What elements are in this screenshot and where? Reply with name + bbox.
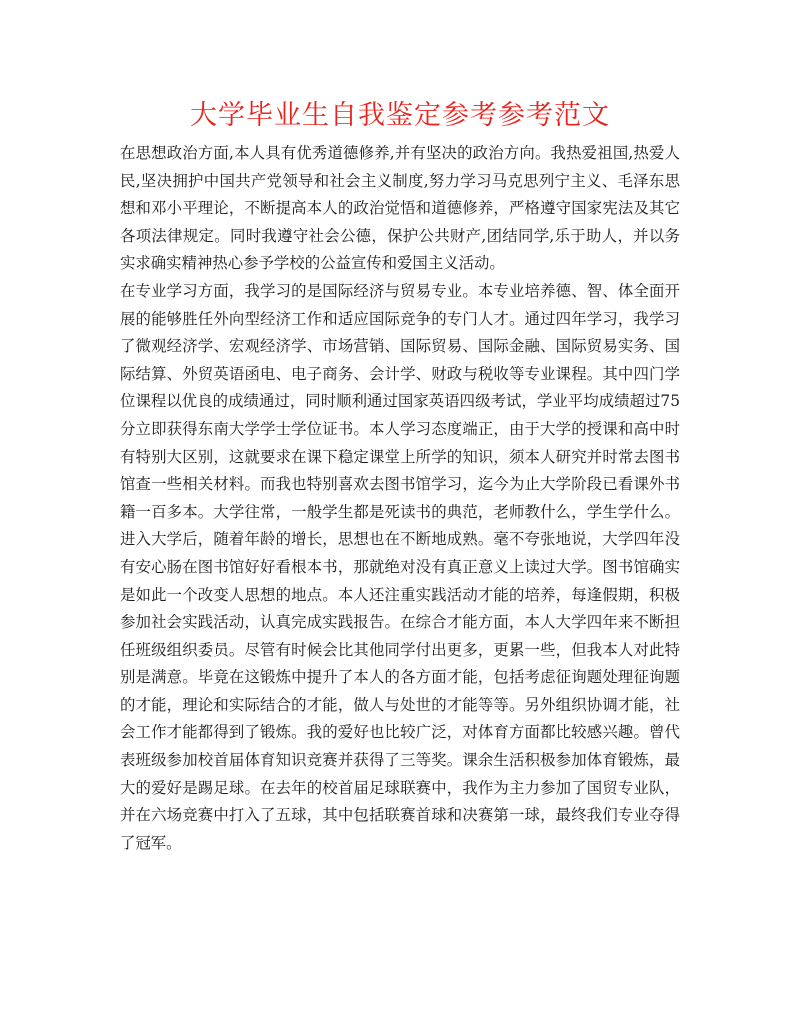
paragraph-political: 在思想政治方面,本人具有优秀道德修养,并有坚决的政治方向。我热爱祖国,热爱人民,坚决拥护中国共产党领导和社会主义制度,努力学习马克思列宁主义、毛泽东思想和邓小平理论，不断提高本人的政治觉悟和道德修养，严格遵守国家宪法及其它各项法律规定。同时我遵守社会公德，保护公共财产,团结同学,乐于助人，并以务实求确实精神热心参予学校的公益宣传和爱国主义活动。 xyxy=(120,144,680,273)
paragraph-academic: 在专业学习方面，我学习的是国际经济与贸易专业。本专业培养德、智、体全面开展的能够胜任外向型经济工作和适应国际竞争的专门人才。通过四年学习，我学习了微观经济学、宏观经济学、市场营销、国际贸易、国际金融、国际贸易实务、国际结算、外贸英语函电、电子商务、会计学、财政与税收等专业课程。其中四门学位课程以优良的成绩通过，同时顺利通过国家英语四级考试，学业平均成绩超过75分立即获得东南大学学士学位证书。本人学习态度端正，由于大学的授课和高中时有特别大区别，这就要求在课下稳定课堂上所学的知识，须本人研究并时常去图书馆查一些相关材料。而我也特别喜欢去图书馆学习，迄今为止大学阶段已看课外书籍一百多本。大学往常，一般学生都是死读书的典范，老师教什么，学生学什么。进入大学后，随着年龄的增长，思想也在不断地成熟。毫不夸张地说，大学四年没有安心肠在图书馆好好看根本书，那就绝对没有真正意义上读过大学。图书馆确实是如此一个改变人思想的地点。本人还注重实践活动才能的培养，每逢假期，积极参加社会实践活动，认真完成实践报告。在综合才能方面，本人大学四年来不断担任班级组织委员。尽管有时候会比其他同学付出更多，更累一些，但我本人对此特别是满意。毕竟在这锻炼中提升了本人的各方面才能，包括考虑征询题处理征询题的才能，理论和实际结合的才能，做人与处世的才能等等。另外组织协调才能，社会工作才能都得到了锻炼。我的爱好也比较广泛，对体育方面都比较感兴趣。曾代表班级参加校首届体育知识竞赛并获得了三等奖。课余生活积极参加体育锻炼，最大的爱好是踢足球。在去年的校首届足球联赛中，我作为主力参加了国贸专业队，并在六场竞赛中打入了五球，其中包括联赛首球和决赛第一球，最终我们专业夺得了冠军。 xyxy=(120,281,680,852)
document-title: 大学毕业生自我鉴定参考参考范文 xyxy=(190,100,610,131)
document-body xyxy=(120,140,680,857)
